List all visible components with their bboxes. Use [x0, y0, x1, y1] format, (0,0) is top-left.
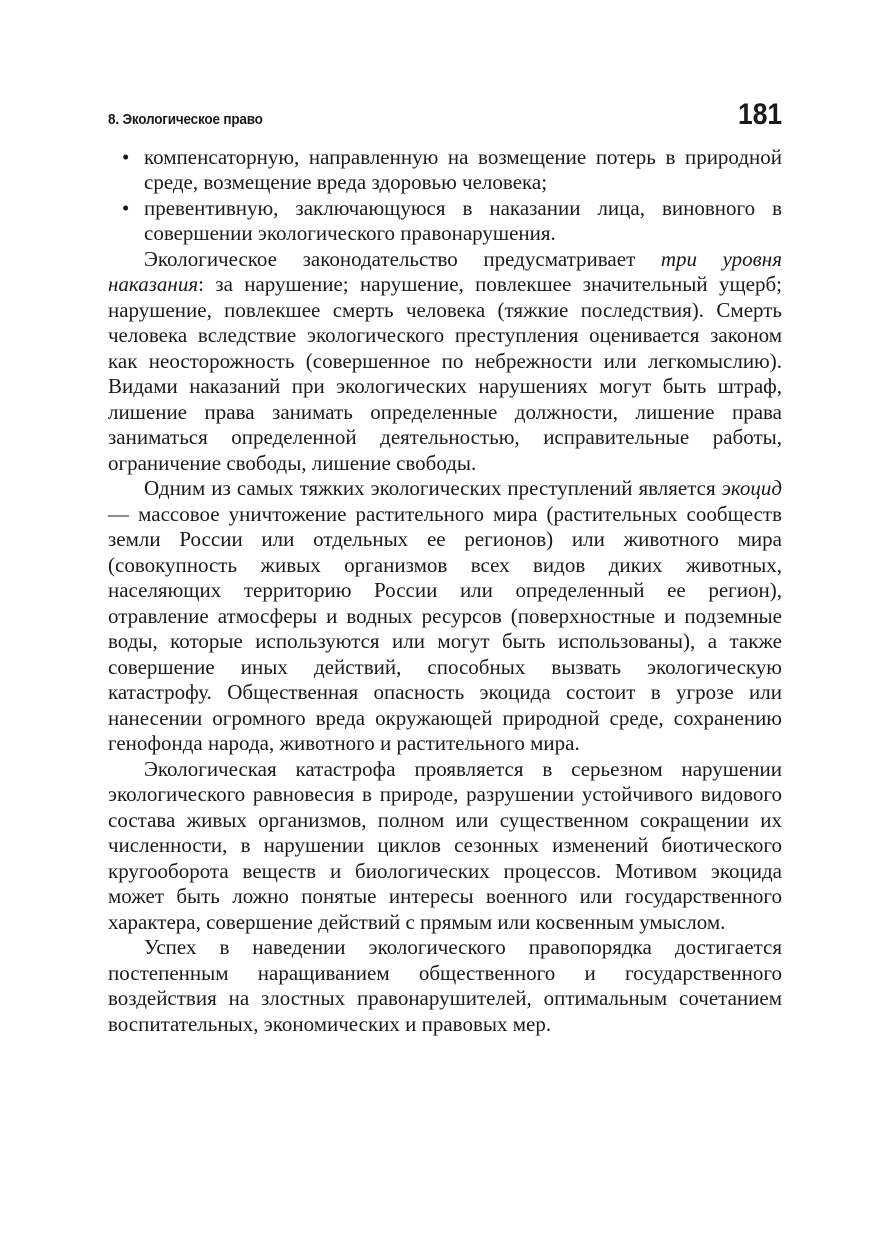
page-header — [108, 100, 782, 133]
paragraph-text: : за нарушение; нарушение, повлекшее значительный ущерб; нарушение, повлекшее смерть человека (тяжкие последствия). Смерть человека вследствие экологического преступления оценивается законом как неосторожность (совершенное по небрежности или легкомыслию). Видами наказаний при экологических нарушениях могут быть штраф, лишение права занимать определенные должности, лишение права заниматься определенной деятельностью, исправительные работы, ограничение свободы, лишение свободы. — [108, 272, 782, 475]
paragraph-text: Экологическое законодательство предусматривает — [144, 246, 661, 271]
running-head: 8. Экологическое право — [108, 111, 263, 128]
paragraph-punishment-levels — [108, 247, 782, 477]
italic-term: три уровня наказания — [108, 246, 782, 296]
book-page — [108, 100, 782, 1037]
paragraph-ecocide — [108, 476, 782, 757]
paragraph-text: Одним из самых тяжких экологических преступлений является — [144, 476, 722, 500]
bullet-item-preventive: • превентивную, заключающуюся в наказании лица, виновного в совершении экологического правонарушения. — [108, 196, 782, 247]
page-number: 181 — [737, 98, 782, 131]
paragraph-ecological-catastrophe: Экологическая катастрофа проявляется в серьезном нарушении экологического равновесия в природе, разрушении устойчивого видового состава живых организмов, полном или существенном сокращении их численности, в нарушении циклов сезонных изменений биотического кругооборота веществ и биологических процессов. Мотивом экоцида может быть ложно понятые интересы военного или государственного характера, совершение действий с прямым или косвенным умыслом. — [108, 756, 782, 934]
italic-term: экоцид — [721, 476, 782, 500]
bullet-item-compensatory: • компенсаторную, направленную на возмещение потерь в природной среде, возмещение вреда здоровью человека; — [108, 145, 782, 196]
bullet-list — [108, 145, 782, 247]
paragraph-ecological-order: Успех в наведении экологического правопорядка достигается постепенным наращиванием общественного и государственного воздействия на злостных правонарушителей, оптимальным сочетанием воспитательных, экономических и правовых мер. — [108, 935, 782, 1036]
paragraph-text: — массовое уничтожение растительного мира (растительных сообществ земли России или отдельных ее регионов) или животного мира (совокупность живых организмов всех видов диких животных, населяющих территорию России или определенный ее регион), отравление атмосферы и водных ресурсов (поверхностные и подземные воды, которые используются или могут быть использованы), а также совершение иных действий, способных вызвать экологическую катастрофу. Общественная опасность экоцида состоит в угрозе или нанесении огромного вреда окружающей природной среде, сохранению генофонда народа, животного и растительного мира. — [108, 501, 782, 755]
